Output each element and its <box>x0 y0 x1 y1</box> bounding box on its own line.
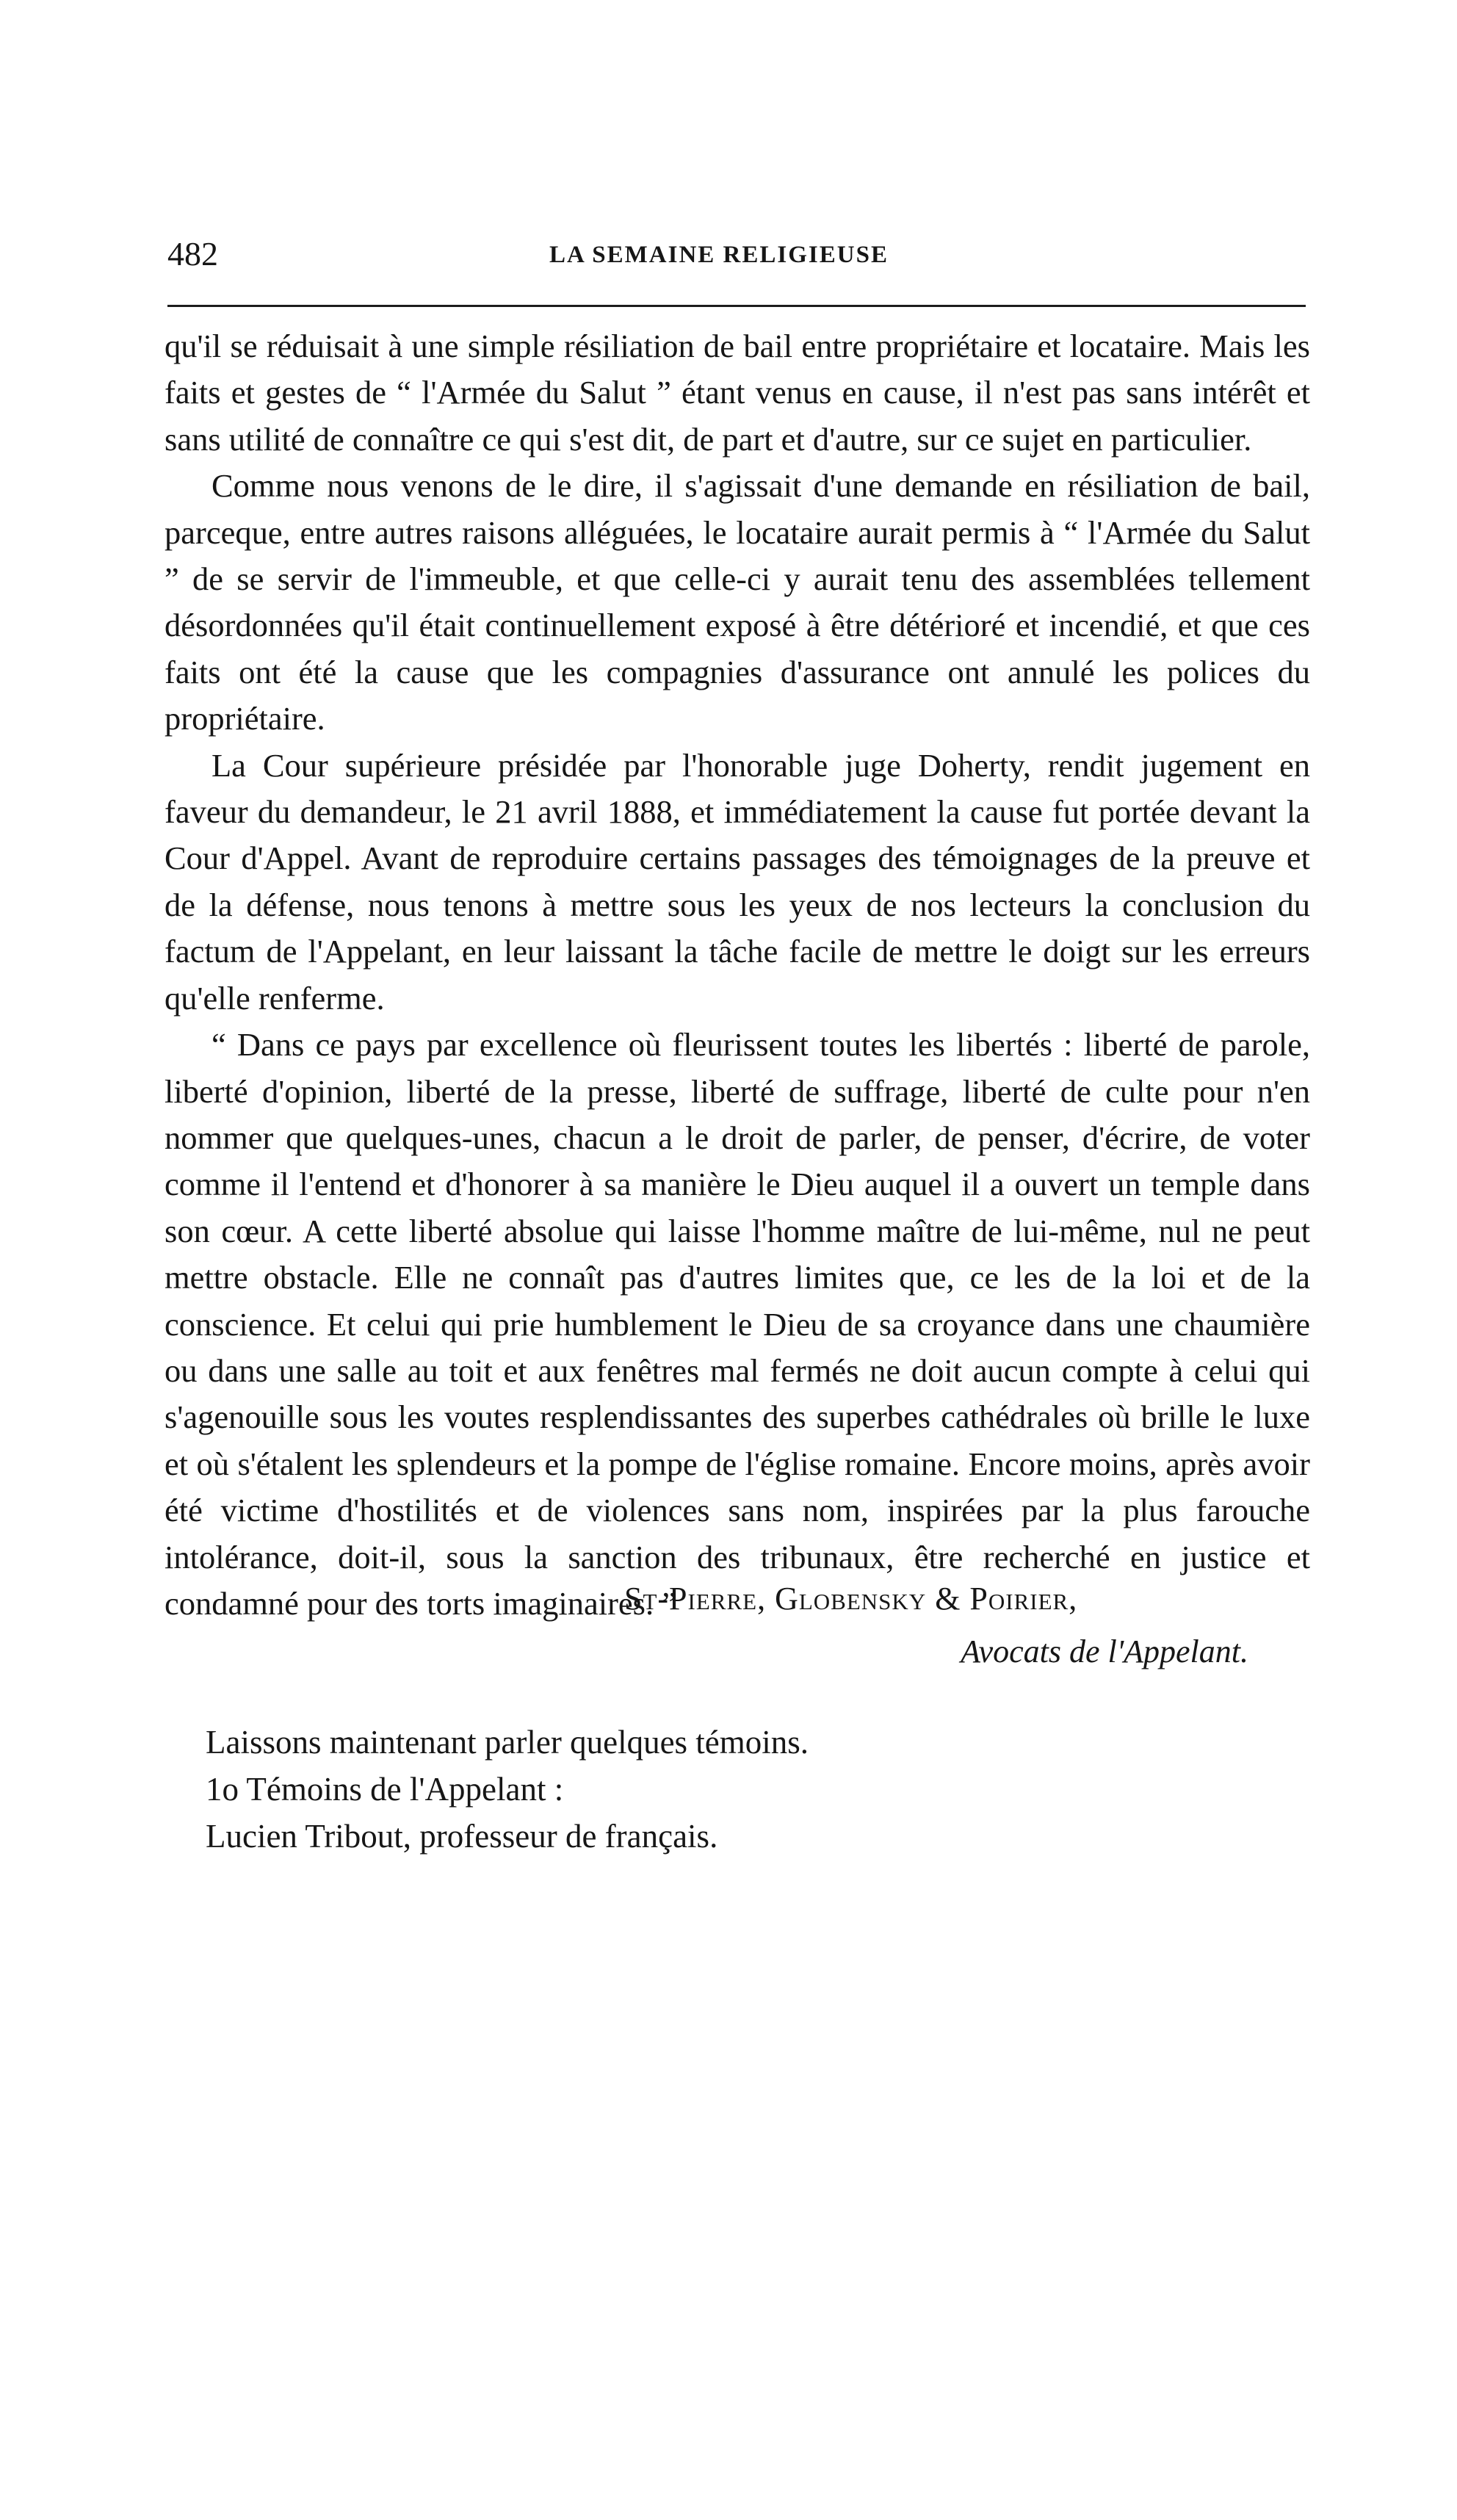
paragraph-demand: Comme nous venons de le dire, il s'agissait d'une demande en résiliation de bail, parceque, entre autres raisons alléguées, le locataire aurait permis à “ l'Armée du Salut ” de se servir de l'immeuble, et que celle-ci y aurait tenu des assemblées tellement désordonnées qu'il était continuellement exposé à être détérioré et incendié, et que ces faits ont été la cause que les compagnies d'assurance ont annulé les polices du propriétaire. <box>164 467 1310 737</box>
article-body <box>164 323 1310 1627</box>
running-title: LA SEMAINE RELIGIEUSE <box>549 242 889 268</box>
closing-section <box>206 1719 1263 1860</box>
signature-block <box>624 1578 1248 1673</box>
paragraph-quotation: “ Dans ce pays par excellence où fleurissent toutes les libertés : liberté de parole, liberté d'opinion, liberté de la presse, liberté de suffrage, liberté de culte pour n'en nommer que quelques-unes, chacun a le droit de parler, de penser, d'écrire, de voter comme il l'entend et d'honorer à sa manière le Dieu auquel il a ouvert un temple dans son cœur. A cette liberté absolue qui laisse l'homme maître de lui-même, nul ne peut mettre obstacle. Elle ne connaît pas d'autres limites que, ce les de la loi et de la conscience. Et celui qui prie humblement le Dieu de sa croyance dans une chaumière ou dans une salle au toit et aux fenêtres mal fermés ne doit aucun compte à celui qui s'agenouille sous les voutes resplendissantes des superbes cathédrales où brille le luxe et où s'étalent les splendeurs et la pompe de l'église romaine. Encore moins, après avoir été victime d'hostilités et de violences sans nom, inspirées par la plus farouche intolérance, doit-il, sous la sanction des tribunaux, être recherché en justice et condamné pour des torts imaginaires. ” <box>164 1026 1310 1622</box>
header-rule <box>167 305 1306 307</box>
running-header <box>167 234 1306 285</box>
closing-line-witnesses: Laissons maintenant parler quelques témoins. <box>206 1724 809 1761</box>
signature-names: St-Pierre, Globensky & Poirier, <box>624 1581 1078 1617</box>
paragraph-continuation: qu'il se réduisait à une simple résiliation de bail entre propriétaire et locataire. Mais les faits et gestes de “ l'Armée du Salut ” étant venus en cause, il n'est pas sans intérêt et sans utilité de connaître ce qui s'est dit, de part et d'autre, sur ce sujet en particulier. <box>164 328 1310 458</box>
signature-role: Avocats de l'Appelant. <box>961 1633 1248 1669</box>
page-number: 482 <box>167 235 218 272</box>
closing-line-appellant-witnesses: 1o Témoins de l'Appelant : <box>206 1771 564 1808</box>
closing-line-first-witness: Lucien Tribout, professeur de français. <box>206 1818 718 1855</box>
paragraph-judgment: La Cour supérieure présidée par l'honorable juge Doherty, rendit jugement en faveur du demandeur, le 21 avril 1888, et immédiatement la cause fut portée devant la Cour d'Appel. Avant de reproduire certains passages des témoignages de la preuve et de la défense, nous tenons à mettre sous les yeux de nos lecteurs la conclusion du factum de l'Appelant, en leur laissant la tâche facile de mettre le doigt sur les erreurs qu'elle renferme. <box>164 746 1310 1017</box>
